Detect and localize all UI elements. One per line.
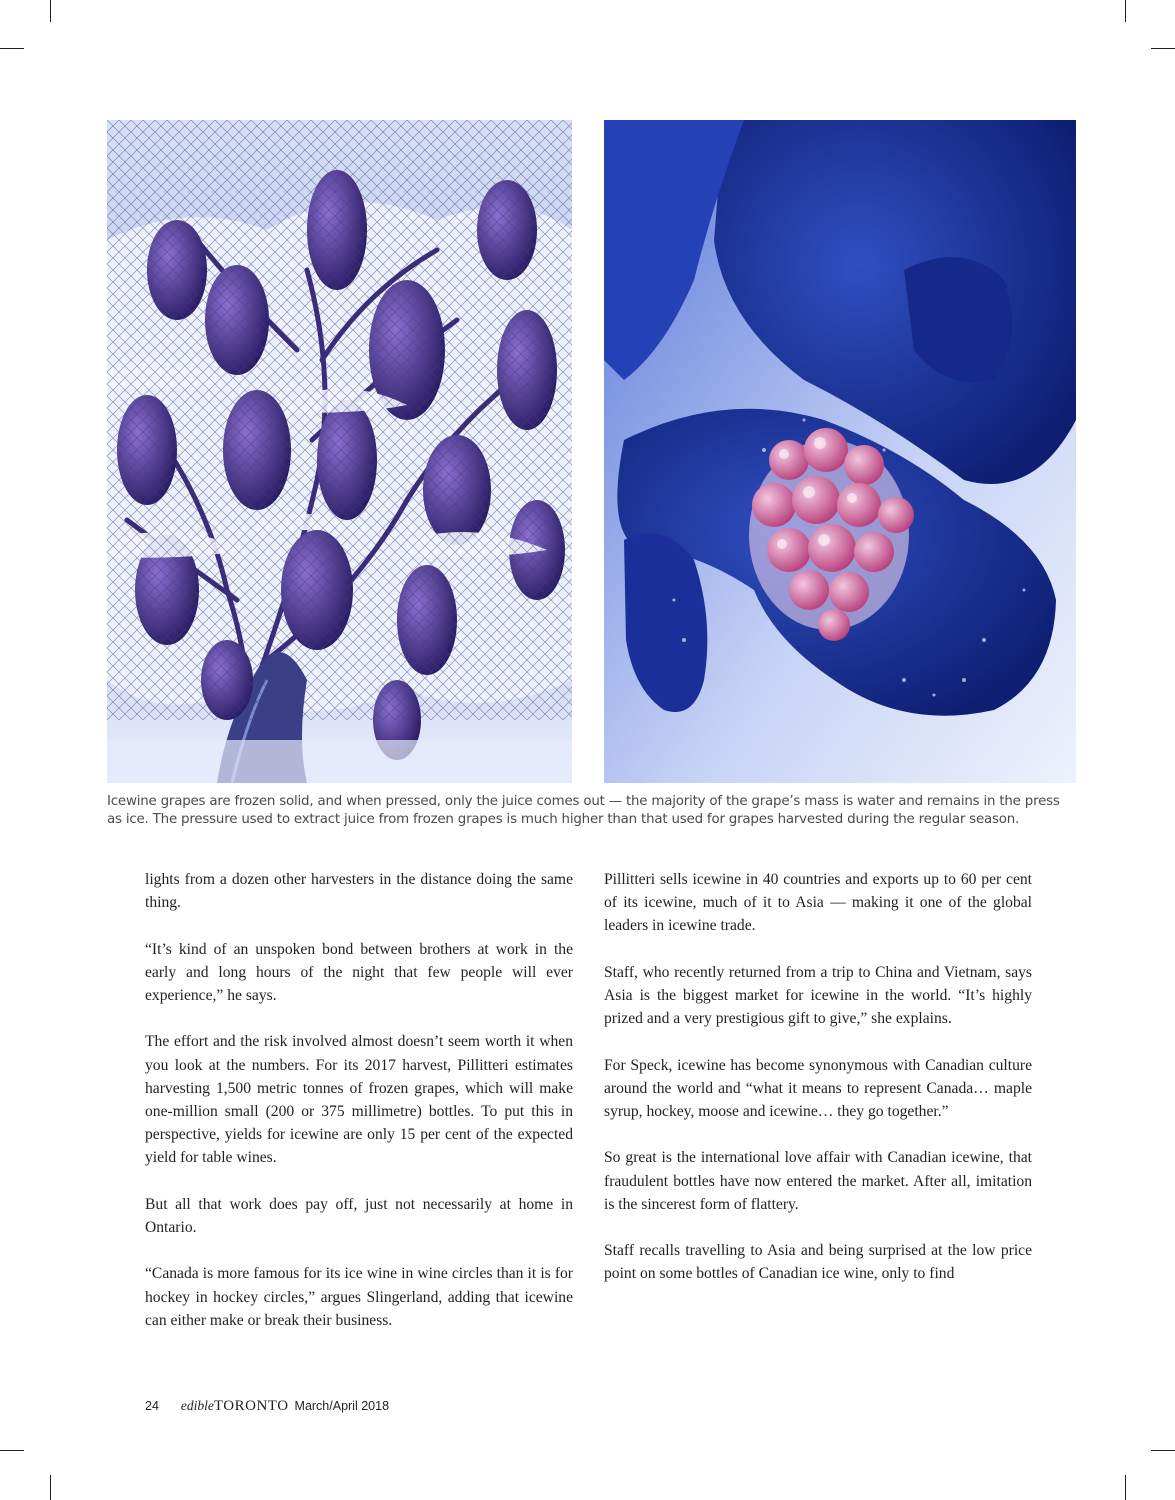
frozen-grapes-vine-photo (107, 120, 572, 783)
photo-caption (107, 793, 1082, 829)
issue-date: March/April 2018 (294, 1399, 390, 1413)
crop-mark-bottom-left-h (0, 1450, 24, 1451)
brand-name: TORONTO (213, 1398, 289, 1414)
caption-line-2: as ice. The pressure used to extract juice from frozen grapes is much higher than that used for grapes harvested during the regular season. (107, 812, 1020, 827)
paragraph: lights from a dozen other harvesters in the distance doing the same thing. (145, 871, 573, 912)
paragraph: Staff recalls travelling to Asia and being surprised at the low price point on some bottles of Canadian ice wine, only to find (604, 1242, 1032, 1283)
page-footer (145, 1398, 389, 1415)
brand-prefix: edible (180, 1398, 214, 1413)
paragraph: But all that work does pay off, just not necessarily at home in Ontario. (145, 1195, 573, 1236)
paragraph: Staff, who recently returned from a trip to China and Vietnam, says Asia is the biggest market for icewine in the world. “It’s highly prized and a very prestigious gift to give,” she explains. (604, 963, 1032, 1028)
article-right-column (604, 868, 1032, 1286)
page-number: 24 (145, 1399, 159, 1413)
paragraph: “It’s kind of an unspoken bond between brothers at work in the early and long hours of the night that few people will ever experience,” he says. (145, 940, 573, 1004)
paragraph: Pillitteri sells icewine in 40 countries and exports up to 60 per cent of its icewine, much of it to Asia — making it one of the global leaders in icewine trade. (604, 871, 1032, 935)
paragraph: So great is the international love affair with Canadian icewine, that fraudulent bottles have now entered the market. After all, imitation is the sincerest form of flattery. (604, 1149, 1032, 1213)
crop-mark-top-right-v (1125, 0, 1126, 22)
crop-mark-top-right-h (1151, 48, 1175, 49)
caption-line-1: Icewine grapes are frozen solid, and when pressed, only the juice comes out — the majority of the grape’s mass is water and remains in the press (107, 794, 1060, 809)
crop-mark-top-left-h (0, 48, 24, 49)
crop-mark-bottom-right-v (1125, 1475, 1126, 1500)
paragraph: “Canada is more famous for its ice wine in wine circles than it is for hockey in hockey circles,” argues Slingerland, adding that icewine can either make or break their business. (145, 1265, 573, 1329)
paragraph: The effort and the risk involved almost doesn’t seem worth it when you look at the numbers. For its 2017 harvest, Pillitteri estimates harvesting 1,500 metric tonnes of frozen grapes, which will make one-million small (200 or 375 millimetre) bottles. To put this in perspective, yields for icewine are only 15 per cent of the expected yield for table wines. (145, 1033, 573, 1167)
article-left-column (145, 868, 573, 1332)
crop-mark-bottom-left-v (50, 1475, 51, 1500)
paragraph: For Speck, icewine has become synonymous with Canadian culture around the world and “what it means to represent Canada… maple syrup, hockey, moose and icewine… they go together.” (604, 1056, 1032, 1120)
gloved-hand-frozen-grapes-photo (604, 120, 1076, 783)
crop-mark-top-left-v (50, 0, 51, 22)
crop-mark-bottom-right-h (1151, 1450, 1175, 1451)
